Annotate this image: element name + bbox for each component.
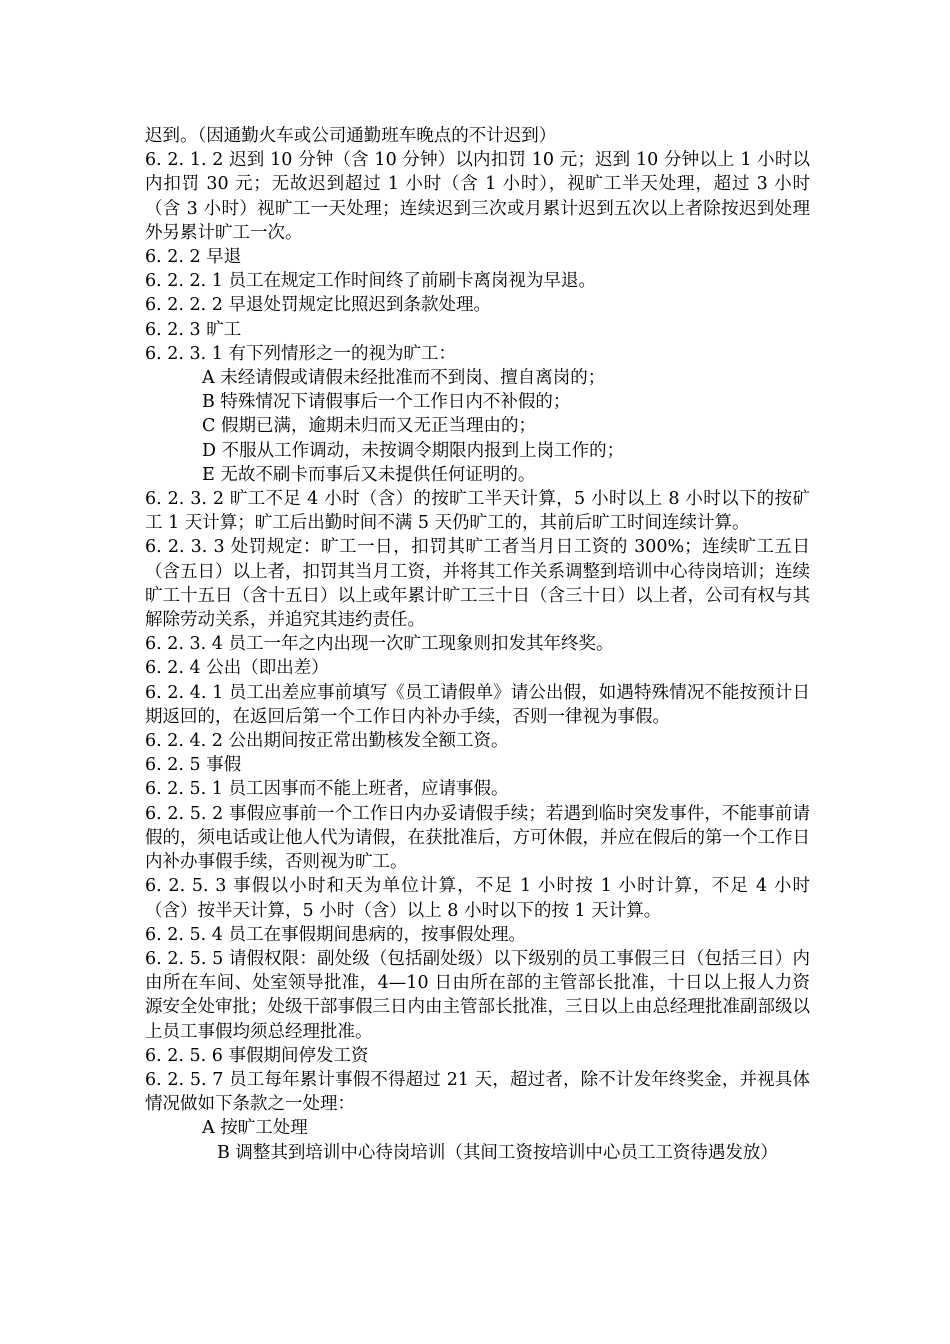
paragraph: 6. 2. 5. 4 员工在事假期间患病的，按事假处理。 (145, 924, 526, 945)
paragraph: 6. 2. 5. 1 员工因事而不能上班者，应请事假。 (145, 779, 509, 800)
paragraph: 6. 2. 3. 3 处罚规定：旷工一日，扣罚其旷工者当月日工资的 300%；连续旷工五日（含五日）以上者，扣罚其当月工资，并将其工作关系调整到培训中心待岗培训；连续旷工十五日（含十五日）以上或年累计旷工三十日（含三十日）以上者，公司有权与其解除劳动关系，并追究其违约责任。 (145, 537, 810, 631)
paragraph: 6. 2. 2. 1 员工在规定工作时间终了前刷卡离岗视为早退。 (145, 271, 596, 292)
paragraph: 6. 2. 1. 2 迟到 10 分钟（含 10 分钟）以内扣罚 10 元；迟到 10 分钟以上 1 小时以内扣罚 30 元；无故迟到超过 1 小时（含 1 小时），视旷工半天处理，超过 3 小时（含 3 小时）视旷工一天处理；连续迟到三次或月累计迟到五次以上者除按迟到处理外另累计旷工一次。 (145, 150, 810, 243)
paragraph: 6. 2. 4. 1 员工出差应事前填写《员工请假单》请公出假，如遇特殊情况不能按预计日期返回的，在返回后第一个工作日内补办手续，否则一律视为事假。 (145, 682, 810, 727)
list-item: C 假期已满，逾期未归而又无正当理由的； (202, 416, 536, 437)
paragraph: 6. 2. 2. 2 早退处罚规定比照迟到条款处理。 (145, 295, 491, 316)
list-item: A 按旷工处理 (202, 1118, 308, 1139)
list-item: B 特殊情况下请假事后一个工作日内不补假的； (202, 392, 571, 413)
paragraph: 6. 2. 3. 1 有下列情形之一的视为旷工： (145, 343, 456, 364)
section-heading: 6. 2. 3 旷工 (145, 319, 242, 340)
paragraph: 6. 2. 5. 3 事假以小时和天为单位计算，不足 1 小时按 1 小时计算，不足 4 小时（含）按半天计算，5 小时（含）以上 8 小时以下的按 1 天计算。 (145, 876, 810, 921)
section-heading: 6. 2. 2 早退 (145, 247, 242, 268)
document-body (145, 124, 810, 1165)
paragraph: 6. 2. 5. 2 事假应事前一个工作日内办妥请假手续；若遇到临时突发事件，不能事前请假的，须电话或让他人代为请假，在获批准后，方可休假，并应在假后的第一个工作日内补办事假手续，否则视为旷工。 (145, 803, 810, 873)
paragraph: 6. 2. 4. 2 公出期间按正常出勤核发全额工资。 (145, 731, 509, 752)
list-item: D 不服从工作调动，未按调令期限内报到上岗工作的； (202, 440, 625, 461)
paragraph: 迟到。（因通勤火车或公司通勤班车晚点的不计迟到） (145, 126, 557, 146)
paragraph: 6. 2. 5. 7 员工每年累计事假不得超过 21 天，超过者，除不计发年终奖金，并视具体情况做如下条款之一处理： (145, 1069, 810, 1115)
section-heading: 6. 2. 5 事假 (145, 755, 242, 776)
paragraph: 6. 2. 3. 4 员工一年之内出现一次旷工现象则扣发其年终奖。 (145, 634, 614, 655)
section-heading: 6. 2. 4 公出（即出差） (145, 658, 329, 679)
paragraph: 6. 2. 5. 5 请假权限：副处级（包括副处级）以下级别的员工事假三日（包括三日）内由所在车间、处室领导批准，4—10 日由所在部的主管部长批准，十日以上报人力资源安全处审批；处级干部事假三日内由主管部长批准，三日以上由总经理批准副部级以上员工事假均须总经理批准。 (145, 948, 810, 1042)
list-item: A 未经请假或请假未经批准而不到岗、擅自离岗的； (202, 368, 606, 389)
paragraph: 6. 2. 5. 6 事假期间停发工资 (145, 1045, 369, 1066)
paragraph: 6. 2. 3. 2 旷工不足 4 小时（含）的按旷工半天计算，5 小时以上 8 小时以下的按矿工 1 天计算；旷工后出勤时间不满 5 天仍旷工的，其前后旷工时间连续计算。 (145, 489, 810, 534)
list-item: B 调整其到培训中心待岗培训（其间工资按培训中心员工工资待遇发放） (217, 1142, 778, 1163)
list-item: E 无故不刷卡而事后又未提供任何证明的。 (202, 464, 536, 485)
